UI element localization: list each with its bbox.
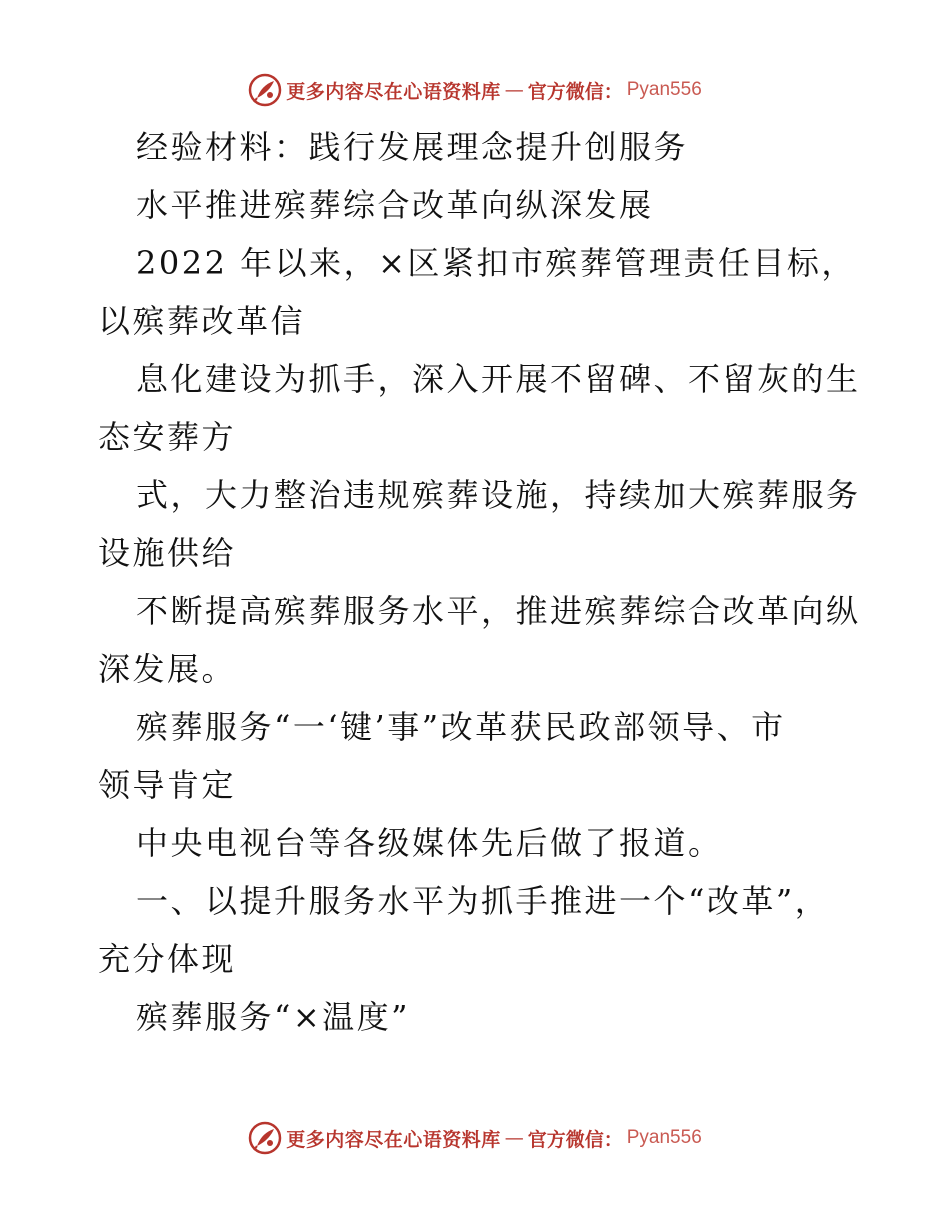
text-line: 殡葬服务“×温度”: [136, 998, 411, 1036]
header-banner: [248, 73, 702, 107]
text-line: 充分体现: [98, 940, 237, 978]
banner-text: 更多内容尽在心语资料库: [286, 80, 501, 103]
footer-banner: [248, 1121, 702, 1155]
banner-wechat-id: Pyan556: [626, 79, 702, 100]
text-line: 设施供给: [98, 534, 237, 572]
banner-wechat-label: 官方微信：: [527, 80, 623, 103]
text-line: 经验材料：践行发展理念提升创服务: [136, 128, 689, 166]
text-line: 殡葬服务“一‘键’事”改革获民政部领导、市: [136, 708, 786, 746]
text-line: 2022 年以来，×区紧扣市殡葬管理责任目标，: [136, 244, 856, 282]
banner-wechat-label: 官方微信：: [527, 1128, 623, 1151]
text-line: 领导肯定: [98, 766, 237, 804]
text-line: 深发展。: [98, 650, 237, 688]
text-line: 以殡葬改革信: [98, 302, 306, 340]
document-body: [98, 118, 861, 1046]
page-footer: [0, 1118, 950, 1158]
text-line: 息化建设为抓手，深入开展不留碑、不留灰的生: [136, 360, 861, 398]
text-line: 中央电视台等各级媒体先后做了报道。: [136, 824, 723, 862]
text-line: 一、以提升服务水平为抓手推进一个“改革”，: [136, 882, 830, 920]
quill-logo-icon: [248, 1121, 282, 1155]
banner-text: 更多内容尽在心语资料库: [286, 1128, 501, 1151]
banner-dash: —: [504, 1127, 524, 1149]
text-line: 水平推进殡葬综合改革向纵深发展: [136, 186, 654, 224]
quill-logo-icon: [248, 73, 282, 107]
page-header: [0, 70, 950, 110]
text-line: 式，大力整治违规殡葬设施，持续加大殡葬服务: [136, 476, 861, 514]
text-line: 不断提高殡葬服务水平，推进殡葬综合改革向纵: [136, 592, 861, 630]
banner-dash: —: [504, 79, 524, 101]
text-line: 态安葬方: [98, 418, 237, 456]
banner-wechat-id: Pyan556: [626, 1127, 702, 1148]
